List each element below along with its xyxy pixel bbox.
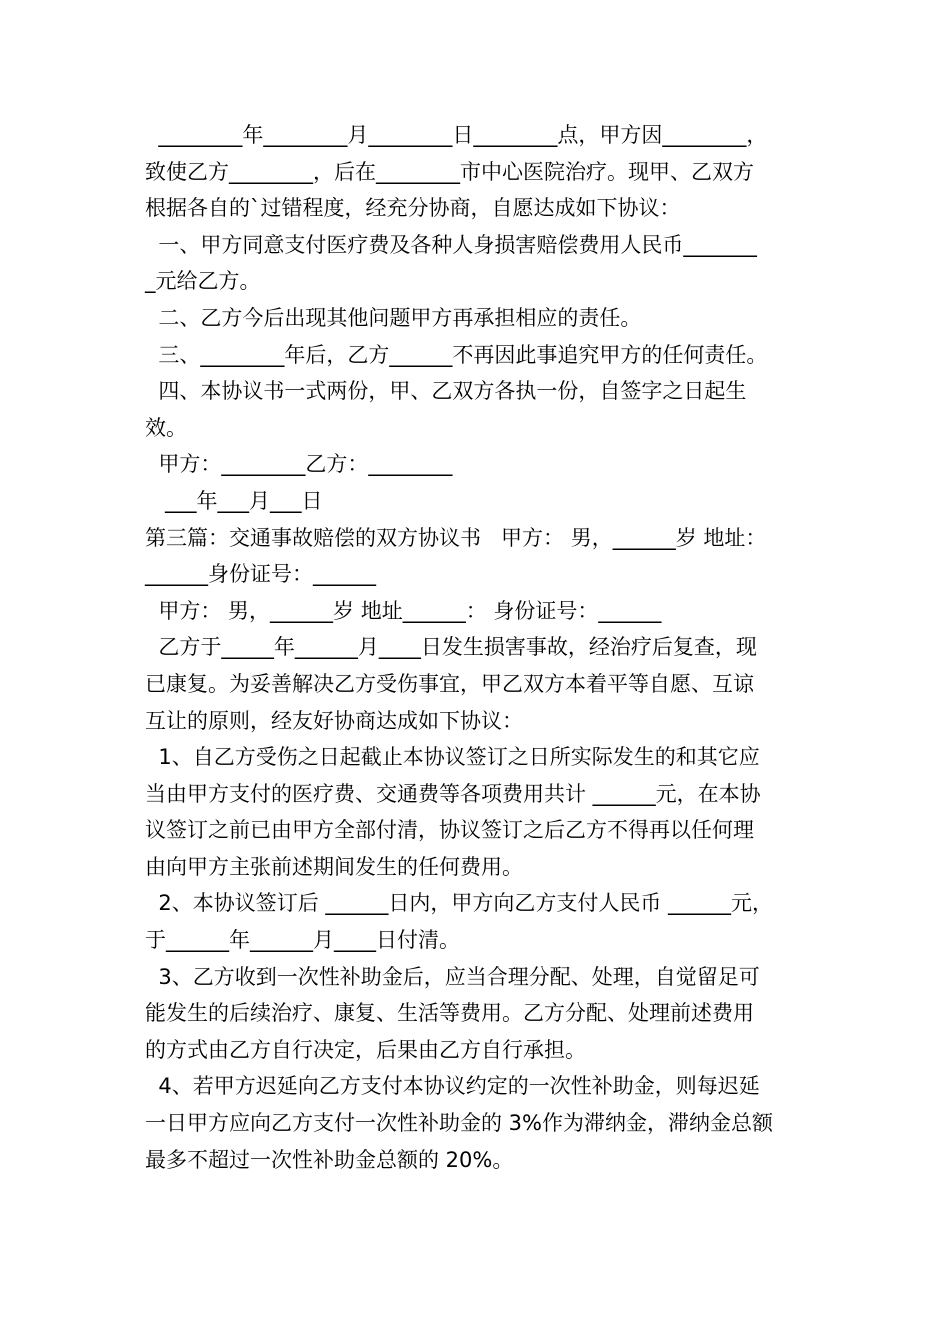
text-line: 4、若甲方迟延向乙方支付本协议约定的一次性补助金，则每迟延	[145, 1074, 760, 1099]
text-line: 能发生的后续治疗、康复、生活等费用。乙方分配、处理前述费用	[145, 1001, 754, 1026]
text-line: 由向甲方主张前述期间发生的任何费用。	[145, 854, 523, 879]
text-line: 根据各自的`过错程度，经充分协商，自愿达成如下协议：	[145, 196, 681, 221]
text-line: 一日甲方应向乙方支付一次性补助金的 3%作为滞纳金，滞纳金总额	[145, 1111, 773, 1136]
text-line: ________年________月________日________点，甲方因________，	[145, 123, 768, 147]
text-line: 致使乙方________，后在________市中心医院治疗。现甲、乙双方	[145, 159, 754, 184]
text-line: ___年___月___日	[145, 488, 323, 513]
text-line: 乙方于_____年______月____日发生损害事故，经治疗后复查，现	[145, 635, 757, 660]
text-line: 效。	[145, 415, 187, 440]
text-line: 一、甲方同意支付医疗费及各种人身损害赔偿费用人民币_______	[145, 232, 757, 257]
text-line: 最多不超过一次性补助金总额的 20%。	[145, 1147, 514, 1172]
text-line: 的方式由乙方自行决定，后果由乙方自行承担。	[145, 1037, 586, 1062]
text-line: 当由甲方支付的医疗费、交通费等各项费用共计 ______元，在本协	[145, 781, 761, 806]
text-line: 三、________年后，乙方______不再因此事追究甲方的任何责任。	[145, 342, 768, 367]
document-body	[145, 117, 815, 1178]
text-line: ______身份证号：______	[145, 562, 376, 587]
text-line: 2、本协议签订后 ______日内，甲方向乙方支付人民币 ______元，	[145, 891, 774, 916]
text-line: 1、自乙方受伤之日起截止本协议签订之日所实际发生的和其它应	[145, 745, 760, 770]
text-line: 3、乙方收到一次性补助金后，应当合理分配、处理，自觉留足可	[145, 964, 760, 989]
text-line: 甲方：________乙方：________	[145, 452, 453, 477]
text-line: 二、乙方今后出现其他问题甲方再承担相应的责任。	[145, 305, 642, 330]
text-line: 互让的原则，经友好协商达成如下协议：	[145, 708, 523, 733]
text-line: 已康复。为妥善解决乙方受伤事宜，甲乙双方本着平等自愿、互谅	[145, 671, 754, 696]
text-line: _元给乙方。	[145, 269, 261, 294]
text-line: 甲方： 男，______岁 地址______： 身份证号：______	[145, 598, 662, 623]
text-line: 四、本协议书一式两份，甲、乙双方各执一份，自签字之日起生	[145, 379, 747, 404]
text-line: 议签订之前已由甲方全部付清，协议签订之后乙方不得再以任何理	[145, 818, 754, 843]
text-line: 于______年______月____日付清。	[145, 928, 460, 953]
section-title-line: 第三篇：交通事故赔偿的双方协议书 甲方： 男，______岁 地址：	[145, 525, 767, 550]
